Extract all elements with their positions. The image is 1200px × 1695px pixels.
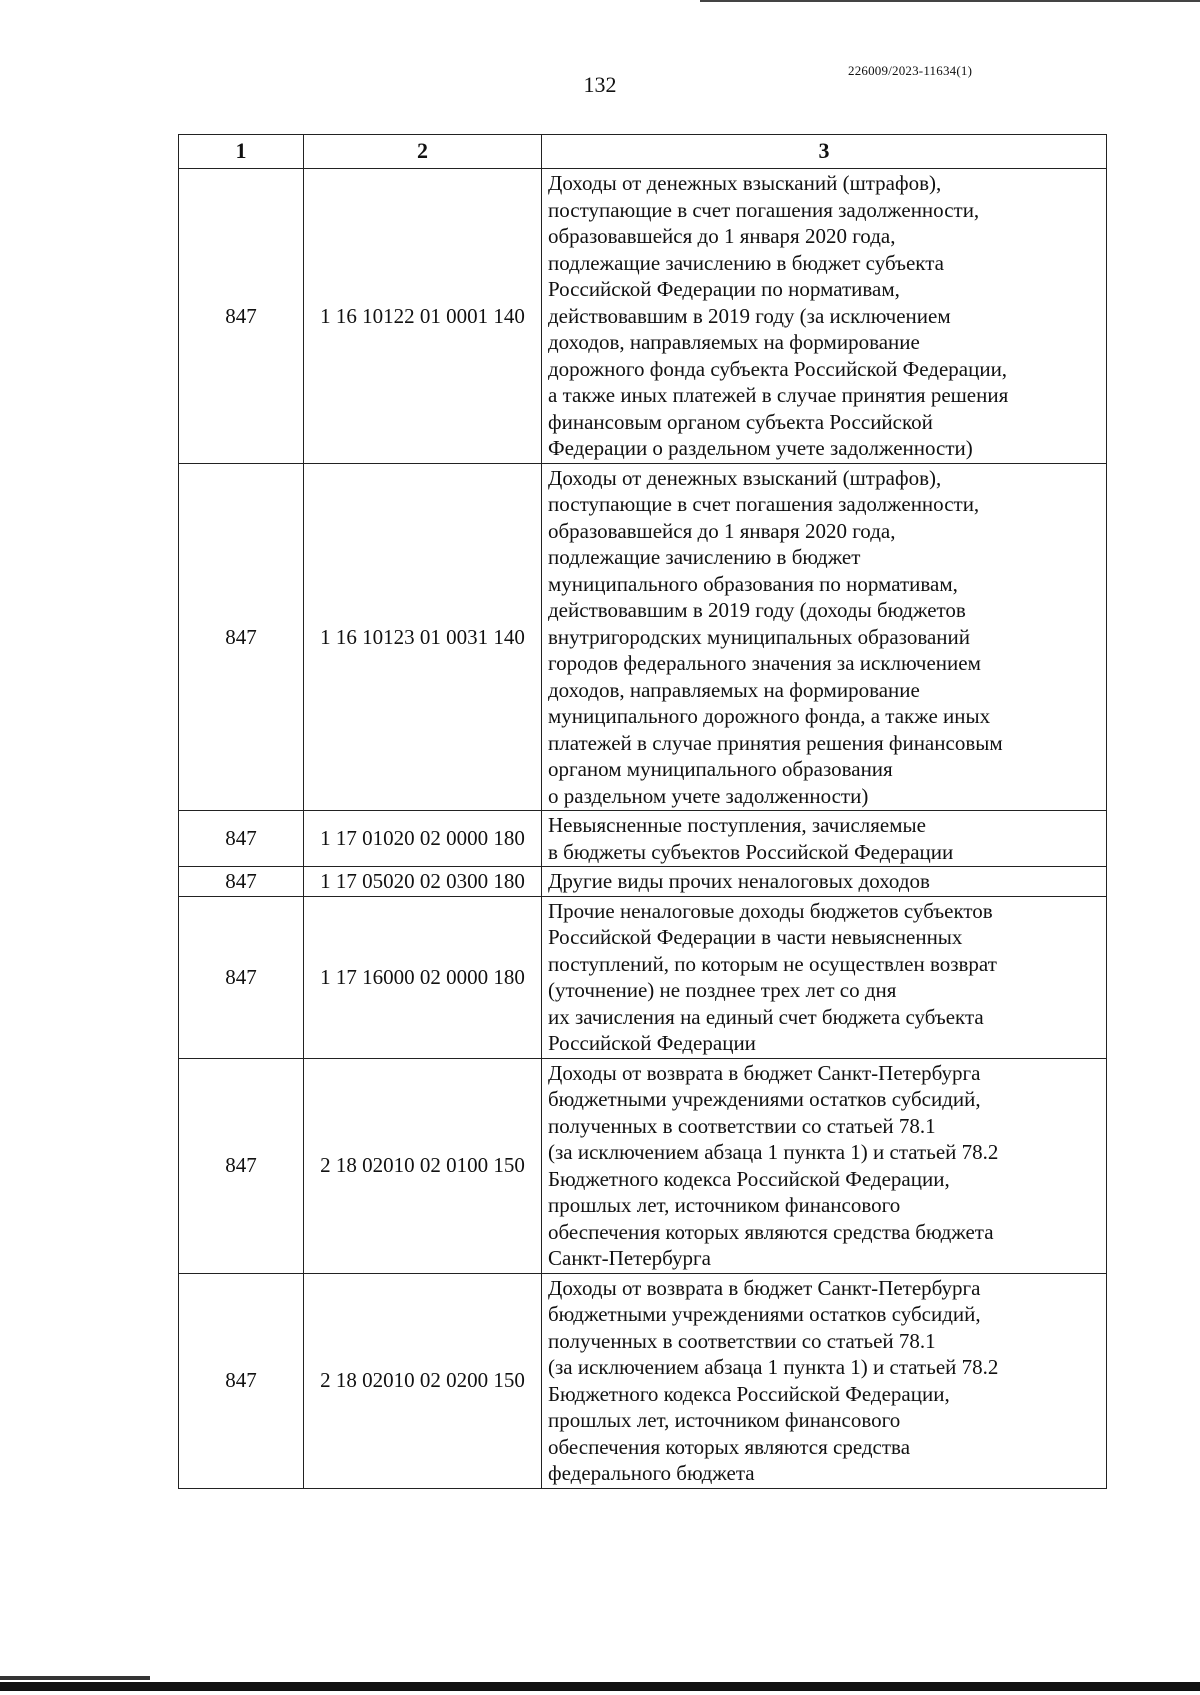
- admin-code-cell: 847: [179, 896, 304, 1058]
- description-cell: [542, 169, 1107, 464]
- description-line: Санкт-Петербурга: [548, 1246, 711, 1270]
- description-line: поступающие в счет погашения задолженности,: [548, 197, 980, 222]
- description-line: Российской Федерации: [548, 1031, 756, 1055]
- admin-code-cell: 847: [179, 1273, 304, 1488]
- description-line: Бюджетного кодекса Российской Федерации,: [548, 1166, 950, 1191]
- description-line: прошлых лет, источником финансового: [548, 1193, 901, 1217]
- description-line: образовавшейся до 1 января 2020 года,: [548, 518, 896, 543]
- top-scan-rule: [700, 0, 1200, 2]
- document-id: 226009/2023-11634(1): [848, 63, 973, 78]
- description-line: платежей в случае принятия решения финансовым: [548, 730, 1003, 755]
- description-line: в бюджеты субъектов Российской Федерации: [548, 839, 954, 864]
- admin-code-cell: 847: [179, 169, 304, 464]
- description-line: действовавшим в 2019 году (за исключением: [548, 303, 951, 328]
- description-line: Невыясненные поступления, зачисляемые: [548, 813, 926, 837]
- page-number: 132: [583, 72, 617, 97]
- description-line: внутригородских муниципальных образований: [548, 624, 970, 649]
- admin-code-cell: 847: [179, 463, 304, 811]
- description-cell: [542, 867, 1107, 897]
- description-line: (за исключением абзаца 1 пункта 1) и статьей 78.2: [548, 1355, 999, 1379]
- table-body: [179, 169, 1107, 1489]
- table-row: [179, 896, 1107, 1058]
- description-line: муниципального дорожного фонда, а также иных: [548, 704, 991, 728]
- column-header-3: 3: [542, 135, 1107, 169]
- description-line: органом муниципального образования: [548, 757, 893, 781]
- description-line: Федерации о раздельном учете задолженности): [548, 436, 973, 460]
- description-line: дорожного фонда субъекта Российской Федерации,: [548, 356, 1008, 381]
- admin-code-cell: 847: [179, 811, 304, 867]
- description-line: городов федерального значения за исключением: [548, 651, 981, 675]
- budget-classification-code-cell: 1 16 10123 01 0031 140: [304, 463, 542, 811]
- description-line: поступающие в счет погашения задолженности,: [548, 492, 980, 516]
- description-line: бюджетными учреждениями остатков субсидий,: [548, 1087, 981, 1111]
- description-line: их зачисления на единый счет бюджета субъекта: [548, 1004, 984, 1029]
- description-cell: [542, 463, 1107, 811]
- description-cell: [542, 811, 1107, 867]
- description-line: федерального бюджета: [548, 1461, 755, 1485]
- description-line: Российской Федерации в части невыясненных: [548, 925, 963, 949]
- description-line: Доходы от возврата в бюджет Санкт-Петербурга: [548, 1275, 981, 1300]
- table-row: [179, 1273, 1107, 1488]
- description-line: финансовым органом субъекта Российской: [548, 409, 933, 434]
- description-line: Другие виды прочих неналоговых доходов: [548, 869, 930, 893]
- column-header-2: 2: [304, 135, 542, 169]
- description-cell: [542, 896, 1107, 1058]
- description-line: а также иных платежей в случае принятия решения: [548, 383, 1009, 407]
- description-line: полученных в соответствии со статьей 78.1: [548, 1113, 936, 1138]
- table-row: [179, 1058, 1107, 1273]
- admin-code-cell: 847: [179, 1058, 304, 1273]
- description-line: обеспечения которых являются средства: [548, 1434, 911, 1459]
- description-line: полученных в соответствии со статьей 78.1: [548, 1328, 936, 1353]
- description-line: доходов, направляемых на формирование: [548, 330, 920, 354]
- description-line: Доходы от денежных взысканий (штрафов),: [548, 465, 942, 490]
- table-row: [179, 867, 1107, 897]
- description-line: бюджетными учреждениями остатков субсидий,: [548, 1302, 981, 1326]
- table-row: [179, 463, 1107, 811]
- description-line: обеспечения которых являются средства бюджета: [548, 1219, 994, 1244]
- column-header-1: 1: [179, 135, 304, 169]
- description-line: Прочие неналоговые доходы бюджетов субъектов: [548, 898, 993, 923]
- budget-classification-code-cell: 1 17 01020 02 0000 180: [304, 811, 542, 867]
- description-line: прошлых лет, источником финансового: [548, 1408, 901, 1432]
- description-line: образовавшейся до 1 января 2020 года,: [548, 224, 896, 248]
- description-line: Бюджетного кодекса Российской Федерации,: [548, 1381, 950, 1406]
- description-line: (уточнение) не позднее трех лет со дня: [548, 978, 897, 1002]
- table-row: [179, 811, 1107, 867]
- description-line: о раздельном учете задолженности): [548, 783, 869, 808]
- budget-classification-code-cell: 1 16 10122 01 0001 140: [304, 169, 542, 464]
- description-line: доходов, направляемых на формирование: [548, 677, 920, 702]
- description-line: Доходы от денежных взысканий (штрафов),: [548, 171, 942, 195]
- description-line: действовавшим в 2019 году (доходы бюджетов: [548, 598, 966, 622]
- description-line: подлежащие зачислению в бюджет субъекта: [548, 250, 944, 275]
- budget-classification-code-cell: 2 18 02010 02 0200 150: [304, 1273, 542, 1488]
- description-line: (за исключением абзаца 1 пункта 1) и статьей 78.2: [548, 1140, 999, 1164]
- revenue-codes-table: [178, 134, 1107, 1489]
- bottom-scan-rule-left: [0, 1676, 150, 1680]
- description-cell: [542, 1273, 1107, 1488]
- admin-code-cell: 847: [179, 867, 304, 897]
- description-line: муниципального образования по нормативам,: [548, 571, 958, 596]
- description-line: Российской Федерации по нормативам,: [548, 277, 900, 301]
- budget-classification-code-cell: 1 17 16000 02 0000 180: [304, 896, 542, 1058]
- bottom-scan-rule: [0, 1682, 1200, 1691]
- description-cell: [542, 1058, 1107, 1273]
- budget-classification-code-cell: 1 17 05020 02 0300 180: [304, 867, 542, 897]
- description-line: поступлений, по которым не осуществлен возврат: [548, 951, 997, 976]
- description-line: подлежащие зачислению в бюджет: [548, 545, 861, 569]
- table-header-row: [179, 135, 1107, 169]
- table-row: [179, 169, 1107, 464]
- budget-classification-code-cell: 2 18 02010 02 0100 150: [304, 1058, 542, 1273]
- description-line: Доходы от возврата в бюджет Санкт-Петербурга: [548, 1060, 981, 1085]
